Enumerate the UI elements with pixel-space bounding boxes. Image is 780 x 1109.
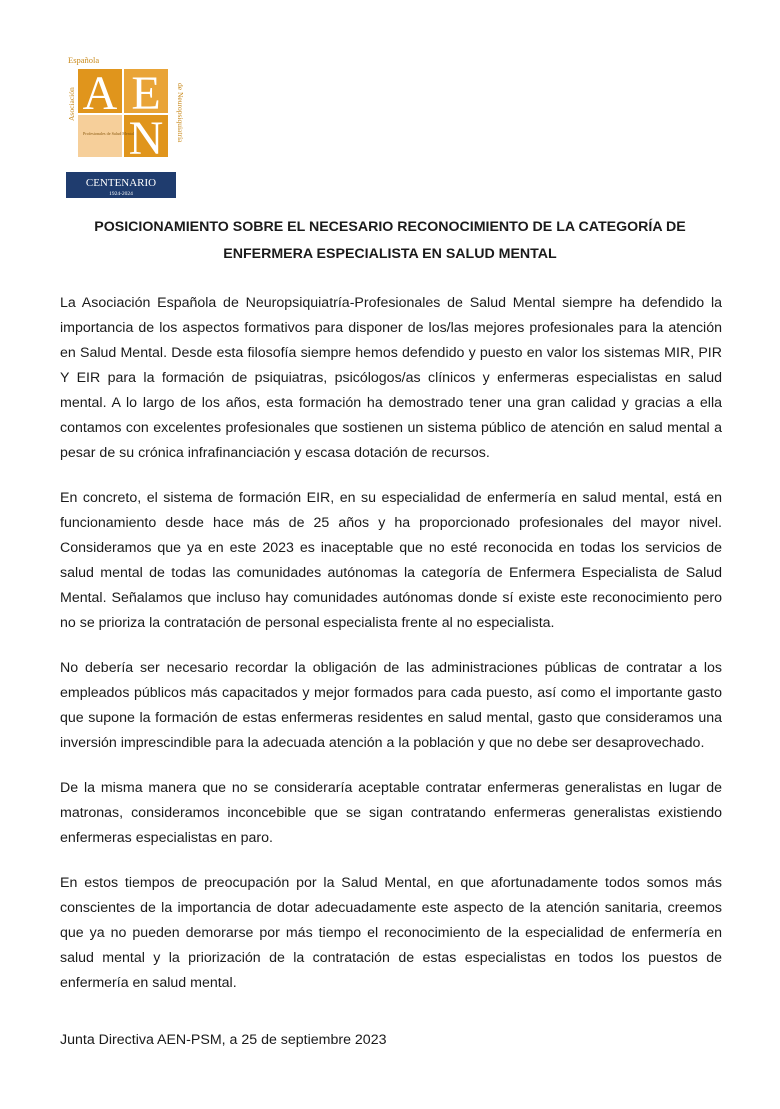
logo-left-text: Asociación [67,87,76,121]
logo-top-text: Española [68,55,100,65]
paragraph-2: En concreto, el sistema de formación EIR, en su especialidad de enfermería en salud mental, está en funcionamiento desde hace más de 25 años y ha proporcionado profesionales del mayor nivel. Consideramos que ya en este 2023 es inaceptable que no esté reconocida en todas los servicios de salud mental de todas las comunidades autónomas la categoría de Enfermera Especialista de Salud Mental. Señalamos que incluso hay comunidades autónomas donde sí existe este reconocimiento pero no se prioriza la contratación de personal especialista frente al no especialista. [60,490,722,631]
logo-inner-text: Profesionales de Salud Mental [83,131,135,136]
logo-letter-e: E [131,67,161,120]
title-line-1: POSICIONAMIENTO SOBRE EL NECESARIO RECONOCIMIENTO DE LA CATEGORÍA DE [94,219,686,235]
document-title [60,214,720,268]
logo-block-light [78,115,122,157]
paragraph-5: En estos tiempos de preocupación por la Salud Mental, en que afortunadamente todos somos más conscientes de la importancia de dotar adecuadamente este aspecto de la atención sanitaria, creemos que ya no pueden demorarse por más tiempo el reconocimiento de la especialidad de enfermería en salud mental y la priorización de la contratación de estas especialistas en todos los puestos de enfermería en salud mental. [60,875,722,991]
paragraph-3: No debería ser necesario recordar la obligación de las administraciones públicas de contratar a los empleados públicos más capacitados y mejor formados para cada puesto, así como el importante gasto que supone la formación de estas enfermeras residentes en salud mental, gasto que consideramos una inversión imprescindible para la adecuada atención a la población y que no debe ser desaprovechado. [60,660,722,751]
paragraph-4: De la misma manera que no se consideraría aceptable contratar enfermeras generalistas en lugar de matronas, consideramos inconcebible que se sigan contratando enfermeras generalistas existiendo enfermeras especialistas en paro. [60,780,722,846]
logo-right-text: de Neuropsiquiatría [176,83,185,143]
paragraph-1: La Asociación Española de Neuropsiquiatría-Profesionales de Salud Mental siempre ha defendido la importancia de los aspectos formativos para disponer de los/las mejores profesionales para la atención en Salud Mental. Desde esta filosofía siempre hemos defendido y puesto en valor los sistemas MIR, PIR Y EIR para la formación de psiquiatras, psicólogos/as clínicos y enfermeras especialistas en salud mental. A lo largo de los años, esta formación ha demostrado tener una gran calidad y gracias a ella contamos con excelentes profesionales que sostienen un sistema público de atención en salud mental a pesar de su crónica infrafinanciación y escasa dotación de recursos. [60,295,722,461]
document-body [60,291,722,1016]
logo-letter-n: N [128,112,164,165]
logo-band-years: 1924-2024 [109,191,133,197]
logo-band-title: CENTENARIO [85,177,157,189]
signature-line: Junta Directiva AEN-PSM, a 25 de septiembre 2023 [60,1032,387,1048]
aen-centenario-logo [66,55,186,200]
title-line-2: ENFERMERA ESPECIALISTA EN SALUD MENTAL [223,246,557,262]
logo-letter-a: A [82,67,118,120]
